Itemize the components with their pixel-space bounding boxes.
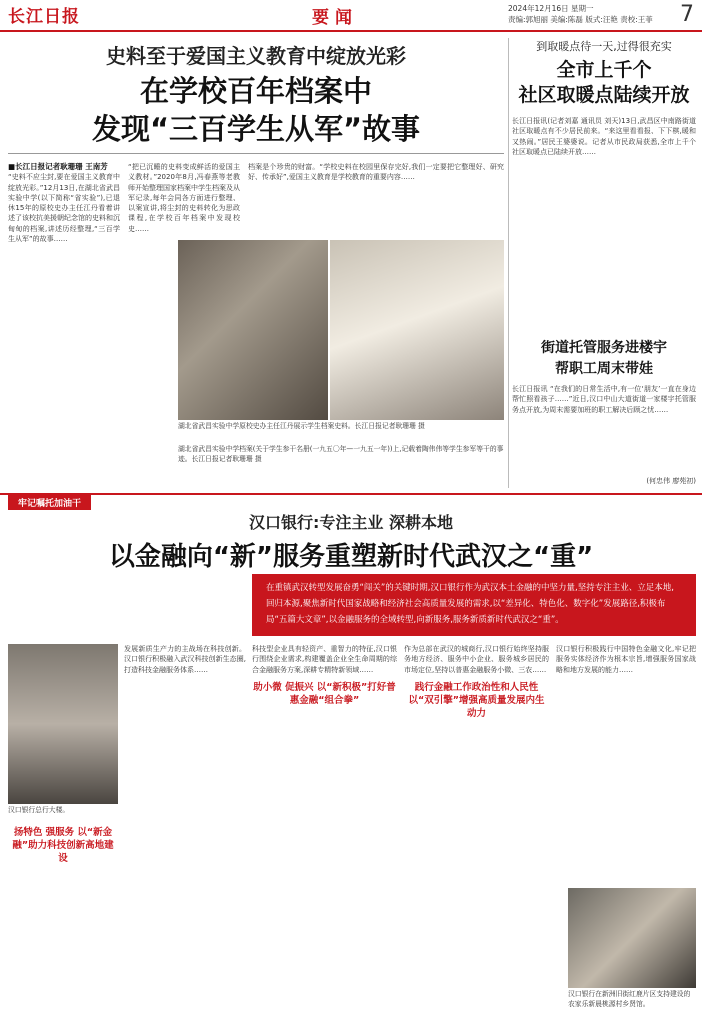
story-subtitle: 史料至于爱国主义教育中绽放光彩 [106,44,406,68]
article-column-3 [404,644,549,1024]
newspaper-logo: 长江日报 [8,7,80,27]
photo-caption: 汉口银行总行大楼。 [8,806,70,814]
masthead-meta [508,3,678,25]
headline-line-1: 在学校百年档案中 [139,74,372,108]
article-text: 发展新质生产力的主战场在科技创新。汉口银行积极融入武汉科技创新生态圈,打造科技金融服务体系…… [124,645,246,674]
article-text: “把已沉睡的史料变成鲜活的爱国主义教材。”2020年8月,冯春燕等老教师开始整理国家档案中学生档案及从军记录,每年会同各方面进行整理、以案宣讲,将尘封的史料转化为思政课程,在学校百年档案中发现校史…… [128,163,240,233]
editors-line: 责编:郭旭丽 美编:陈磊 版式:汪艳 责校:王菲 [508,15,653,24]
sub-heading-dual-engine: 践行金融工作政治性和人民性 以“双引擎”增强高质量发展内生动力 [408,681,545,719]
article-column-2 [252,644,397,1024]
banner-tag: 牢记嘱托加油干 [8,495,91,510]
story-subtitle: 汉口银行:专注主业 深耕本地 [249,513,453,532]
photo-caption: 湖北省武昌实验中学档案(关于学生参干名册(一九五〇年—一九五一年))上,记载着陶伟伟等学生参军等干的事迹。长江日报记者耿珊珊 摄 [178,445,504,463]
article-column-1 [8,162,120,478]
article-column-1 [124,644,246,1024]
article-text: 长江日报讯(记者刘嘉 通讯员 刘天)13日,武昌区中南路街道社区取暖点有不少居民前来。“来这里看看报、下下棋,暖和又热闹。”居民王婆婆说。记者从市民政局获悉,全市上千个社区取暖点已陆续开放…… [512,117,696,156]
photo-caption: 湖北省武昌实验中学原校史办主任江丹展示学生档案史料。长江日报记者耿珊珊 摄 [178,422,425,430]
article-text: 汉口银行积极践行中国特色金融文化,牢记把服务实体经济作为根本宗旨,增强服务国家战略和地方发展的能力…… [556,645,696,674]
headline-line-1: 街道托管服务进楼宇 [541,340,667,356]
photo-archivist [178,240,328,420]
story-subtitle: 到取暖点待一天,过得很充实 [536,40,672,53]
article-text: “史料不应尘封,要在爱国主义教育中绽放光彩。”12月13日,在湖北省武昌实验中学(以下简称“省实验”),已退休15年的原校史办主任江丹看着讲述了该校抗美援朝纪念馆的史料和沉甸甸的档案,讲述历经整理,“三百学生从军”的故事…… [8,173,120,244]
article-column-4 [556,644,696,884]
photo-bank-building [8,644,118,804]
headline-line-1: 全市上千个 [556,59,652,81]
byline: ■长江日报记者耿珊珊 王南芳 [8,162,108,171]
article-text: 档案是个珍贵的财富。“学校史料在校园里保存完好,我们一定要把它整理好、研究好、传承好”,爱国主义教育是学校教育的重要内容…… [248,163,504,182]
story-headline: 以金融向“新”服务重塑新时代武汉之“重” [108,542,594,572]
headline-line-2: 发现“三百学生从军”故事 [91,112,421,146]
column-divider [508,38,509,488]
headline-line-2: 社区取暖点陆续开放 [518,84,690,106]
story-headline [8,72,504,148]
story-childcare-headline [512,338,696,380]
photo-caption: 汉口银行在新洲旧街红鹿片区支持建设的农家乐新晨桃源村乡贤馆。 [568,990,691,1008]
article-text: 科技型企业具有轻资产、重智力的特征,汉口银行围绕企业需求,构建覆盖企业全生命周期的综合金融服务方案,深耕专精特新领域…… [252,645,397,674]
section-banner [0,493,702,508]
sub-heading-inclusive: 助小微 促振兴 以“新积极”打好普惠金融“组合拳” [253,681,396,706]
page-number: 7 [680,2,694,27]
sub-heading-tech: 扬特色 强服务 以“新金融”助力科技创新高地建设 [12,827,114,864]
article-text: 长江日报讯 “在我们的日常生活中,有一位‘朋友’一直在身边帮忙照看孩子……”近日,汉口中山大道街道一家楼宇托管服务点开放,为周末需要加班的职工解决后顾之忧…… [512,385,696,414]
photo-village-hall [568,888,696,988]
masthead [0,0,702,32]
article-text: 作为总部在武汉的城商行,汉口银行始终坚持服务地方经济、服务中小企业、服务城乡居民的市场定位,坚持以普惠金融服务小微、三农…… [404,645,549,674]
photo-student-register [330,240,504,420]
story-headline [512,58,696,108]
lede-box: 在重镇武汉转型发展奋勇“闯关”的关键时期,汉口银行作为武汉本土金融的中坚力量,坚持专注主业、立足本地,回归本源,聚焦新时代国家战略和经济社会高质量发展的需求,以“差异化、特色化、数字化”发展路径,积极布局“五篇大文章”,以金融服务的全域转型,向新服务,服务新质新时代武汉之“重”。 [252,574,696,636]
issue-date: 2024年12月16日 星期一 [508,4,594,13]
credit-line: (何忠伟 廖苑初) [646,477,696,485]
story-heating-points [512,38,696,341]
section-name: 要闻 [312,8,358,28]
headline-line-2: 帮职工周末带娃 [555,361,653,377]
divider [8,153,504,154]
